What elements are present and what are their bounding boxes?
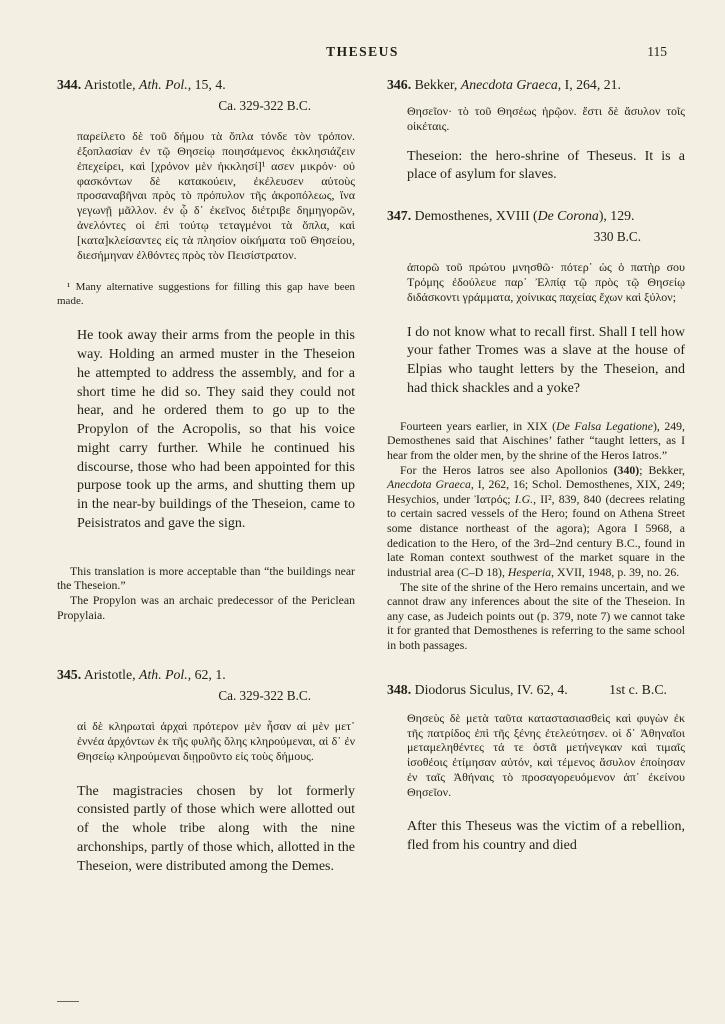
entry-number: 348. <box>387 681 412 697</box>
entry-number: 347. <box>387 208 412 224</box>
commentary <box>387 419 685 653</box>
left-column <box>57 76 355 876</box>
entry-345 <box>57 666 355 876</box>
greek-quotation: παρείλετο δὲ τοῦ δήμου τὰ ὅπλα τόνδε τὸν τρόπον. ἐξοπλασίαν ἐν τῷ Θησείῳ ποιησάμενος ἐκκλησιάζειν ἐπεχείρει, καὶ [χρόνον μὲν ἠκκλησί]¹ ασεν μικρόν· οὐ φασκόντων δὲ κατακούειν, ἐκέλευσεν αὐτοὺς προσαναβῆναι πρὸς τὸ πρόπυλον τῆς ἀκροπόλεως, ἵνα γεγωνῇ μᾶλλον. ἐν ᾧ δ᾽ ἐκεῖνος διέτριβε δημηγορῶν, ἀνελόντες οἱ ἐπὶ τούτῳ τεταγμένοι τὰ ὅπλα, καὶ [κατα]κλείσαντες εἰς τὰ πλησίον οἰκήματα τοῦ Θησείου, διεσήμηναν ἐλθόντες πρὸς τὸν Πεισίστρατον. <box>77 128 355 262</box>
entry-number: 346. <box>387 77 412 92</box>
page-header <box>0 44 725 62</box>
greek-quotation: Θησεῖον· τὸ τοῦ Θησέως ἡρῷον. ἔστι δὲ ἄσυλον τοῖς οἰκέταις. <box>407 103 685 133</box>
entry-heading-left <box>387 681 568 699</box>
commentary-paragraph: The site of the shrine of the Hero remains uncertain, and we cannot draw any inferences about the site of the Theseion. In any case, as Judeich points out (p. 379, note 7) we cannot take it for granted that Demosthenes is referring to the same school in both passages. <box>387 579 685 653</box>
commentary-paragraph: This translation is more acceptable than “the buildings near the Theseion.” <box>57 563 355 593</box>
text-columns <box>57 76 685 876</box>
entry-heading <box>387 681 685 699</box>
entry-346 <box>387 76 685 185</box>
printers-mark <box>57 1001 79 1002</box>
entry-347 <box>387 207 685 653</box>
entry-source: Aristotle, Ath. Pol., 62, 1. <box>83 667 226 683</box>
entry-number: 344. <box>57 77 82 92</box>
entry-heading <box>387 76 685 94</box>
entry-348 <box>387 681 685 856</box>
entry-heading <box>57 666 355 684</box>
entry-source: Aristotle, Ath. Pol., 15, 4. <box>83 77 226 92</box>
commentary-paragraph: For the Heros Iatros see also Apollonios (340); Bekker, Anecdota Graeca, I, 262, 16; Schol. Demosthenes, XIX, 249; Hesychios, under Ἰατρός; I.G., II², 839, 840 (decrees relating to certain sacred vessels of the Hero; found on Athena Street some distance northeast of the agora); Agora I 5968, a dedication to the Hero, of the 3rd–2nd century B.C., found in late Roman context southwest of the market square in the industrial area (C–D 18), Hesperia, XVII, 1948, p. 39, no. 26. <box>387 462 685 579</box>
entry-date: Ca. 329-322 B.C. <box>218 97 311 113</box>
entry-heading <box>57 76 355 94</box>
translation: He took away their arms from the people in this way. Holding an armed muster in the Theseion he attempted to address the assembly, and for a short time he did so. They said they could not hear, and he ordered them to go up to the Propylon of the Acropolis, so that his voice might carry further. While he continued his discourse, those who had been appointed for this purpose took up the arms, and shutting them up in the near-by buildings of the Theseion, came to Peisistratos and gave the sign. <box>77 328 355 531</box>
greek-quotation: Θησεὺς δὲ μετὰ ταῦτα καταστασιασθεὶς καὶ φυγὼν ἐκ τῆς πατρίδος ἐπὶ τῆς ξένης ἐτελεύτησεν. οἱ δ᾽ Ἀθηναῖοι μεταμεληθέντες τά τε ὀστᾶ μετήνεγκαν καὶ τιμαῖς ἰσοθέοις ἐτίμησαν αὐτόν, καὶ τέμενος ἄσυλον ἐποίησαν ἐν ταῖς Ἀθήναις τὸ προσαγορευόμενον ἀπ᾽ ἐκείνου Θησεῖον. <box>407 710 685 800</box>
greek-quotation: ἀπορῶ τοῦ πρώτου μνησθῶ· πότερ᾽ ὡς ὁ πατὴρ σου Τρόμης ἐδούλευε παρ᾽ Ἐλπίᾳ τῷ πρὸς τῷ Θησείῳ διδάσκοντι γράμματα, χοίνικας παχείας ἔχων καὶ ξύλον; <box>407 260 685 304</box>
entry-date: 1st c. B.C. <box>609 681 667 697</box>
translation: After this Theseus was the victim of a rebellion, fled from his country and died <box>407 818 685 853</box>
commentary-paragraph: The Propylon was an archaic predecessor of the Periclean Propylaia. <box>57 592 355 622</box>
entry-source: Demosthenes, XVIII (De Corona), 129. <box>414 208 635 224</box>
entry-344 <box>57 76 355 622</box>
entry-number: 345. <box>57 667 82 683</box>
page-number: 115 <box>647 44 667 59</box>
entry-date: Ca. 329-322 B.C. <box>218 688 311 704</box>
commentary-paragraph: Fourteen years earlier, in XIX (De Falsa Legatione), 249, Demosthenes said that Aischines’ father “taught letters, as I hear from the older men, by the shrine of the Heros Iatros.” <box>387 418 685 462</box>
entry-date: 330 B.C. <box>593 229 641 245</box>
footnote: ¹ Many alternative suggestions for filling this gap have been made. <box>57 280 355 308</box>
right-column <box>387 76 685 876</box>
commentary <box>57 564 355 623</box>
entry-heading <box>387 207 685 225</box>
running-title: THESEUS <box>326 44 399 59</box>
greek-quotation: αἱ δὲ κληρωταὶ ἀρχαὶ πρότερον μὲν ἦσαν αἱ μὲν μετ᾽ ἐννέα ἀρχόντων ἐκ τῆς φυλῆς ὅλης κληρούμεναι, αἱ δ᾽ ἐν Θησείῳ κληρούμεναι διῃροῦντο εἰς τοὺς δήμους. <box>77 719 355 763</box>
entry-source: Diodorus Siculus, IV. 62, 4. <box>414 681 568 697</box>
entry-source: Bekker, Anecdota Graeca, I, 264, 21. <box>414 77 621 92</box>
translation: I do not know what to recall first. Shall I tell how your father Tromes was a slave at the house of Elpias who taught letters by the Theseion, and had thick shackles and a yoke? <box>407 324 685 396</box>
translation: Theseion: the hero-shrine of Theseus. It is a place of asylum for slaves. <box>407 148 685 183</box>
translation: The magistracies chosen by lot formerly consisted partly of those which were allotted out of the whole tribe along with the nine archonships, partly of those which, allotted in the Theseion, were distributed among the Demes. <box>77 783 355 874</box>
